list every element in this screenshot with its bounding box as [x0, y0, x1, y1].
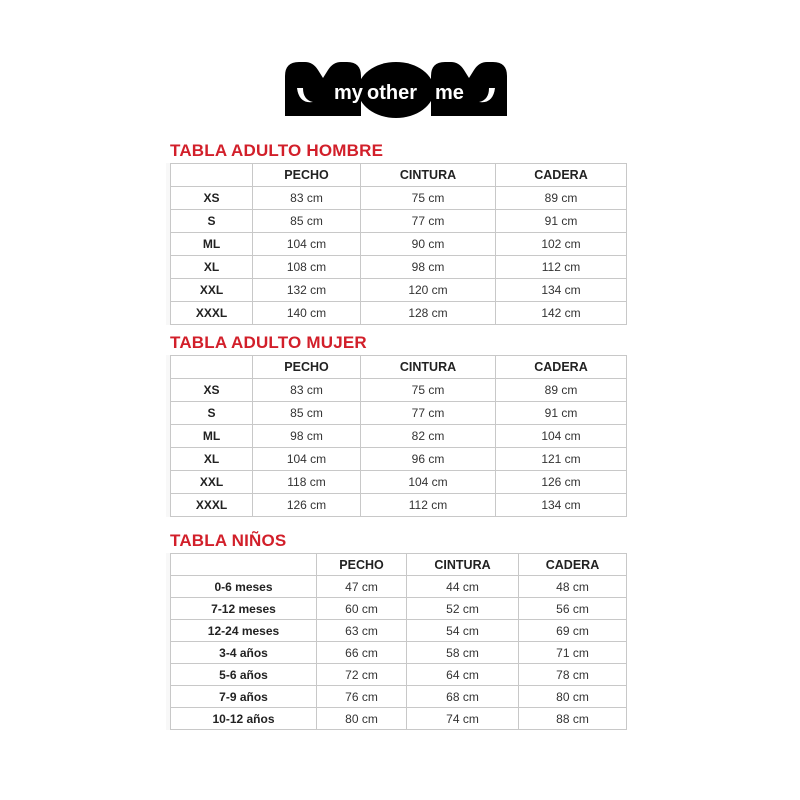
size-table-mujer: [170, 355, 627, 517]
size-cell: 7-9 años: [171, 686, 317, 708]
table-row: [171, 708, 627, 730]
value-cell: 54 cm: [407, 620, 519, 642]
value-cell: 60 cm: [317, 598, 407, 620]
size-cell: XL: [171, 448, 253, 471]
size-cell: 0-6 meses: [171, 576, 317, 598]
size-cell: 3-4 años: [171, 642, 317, 664]
value-cell: 56 cm: [519, 598, 627, 620]
header-cell: CADERA: [496, 356, 627, 379]
table-row: [171, 642, 627, 664]
value-cell: 91 cm: [496, 210, 627, 233]
value-cell: 69 cm: [519, 620, 627, 642]
value-cell: 104 cm: [253, 448, 361, 471]
table-header-row: [171, 164, 627, 187]
header-cell: CADERA: [496, 164, 627, 187]
table-section-hombre: [166, 139, 627, 325]
table-row: [171, 302, 627, 325]
table-row: [171, 620, 627, 642]
table-row: [171, 664, 627, 686]
value-cell: 102 cm: [496, 233, 627, 256]
table-row: [171, 425, 627, 448]
size-cell: 12-24 meses: [171, 620, 317, 642]
value-cell: 118 cm: [253, 471, 361, 494]
value-cell: 85 cm: [253, 210, 361, 233]
size-cell: 7-12 meses: [171, 598, 317, 620]
value-cell: 96 cm: [361, 448, 496, 471]
value-cell: 77 cm: [361, 402, 496, 425]
value-cell: 72 cm: [317, 664, 407, 686]
value-cell: 75 cm: [361, 379, 496, 402]
value-cell: 44 cm: [407, 576, 519, 598]
value-cell: 126 cm: [496, 471, 627, 494]
size-cell: XXXL: [171, 494, 253, 517]
value-cell: 82 cm: [361, 425, 496, 448]
header-cell: CINTURA: [361, 164, 496, 187]
table-row: [171, 379, 627, 402]
value-cell: 78 cm: [519, 664, 627, 686]
table-row: [171, 686, 627, 708]
table-header-row: [171, 554, 627, 576]
value-cell: 126 cm: [253, 494, 361, 517]
table-row: [171, 576, 627, 598]
table-row: [171, 598, 627, 620]
size-cell: XS: [171, 187, 253, 210]
size-cell: XS: [171, 379, 253, 402]
header-cell: [171, 554, 317, 576]
value-cell: 52 cm: [407, 598, 519, 620]
value-cell: 63 cm: [317, 620, 407, 642]
value-cell: 134 cm: [496, 279, 627, 302]
value-cell: 85 cm: [253, 402, 361, 425]
value-cell: 104 cm: [361, 471, 496, 494]
size-cell: S: [171, 210, 253, 233]
header-cell: PECHO: [253, 164, 361, 187]
logo-word-me: me: [435, 82, 464, 104]
brand-logo: [283, 60, 509, 120]
value-cell: 80 cm: [317, 708, 407, 730]
section-title: TABLA ADULTO MUJER: [166, 331, 627, 355]
size-cell: XXL: [171, 471, 253, 494]
value-cell: 48 cm: [519, 576, 627, 598]
size-table-hombre: [170, 163, 627, 325]
header-cell: CINTURA: [407, 554, 519, 576]
table-header-row: [171, 356, 627, 379]
header-cell: [171, 356, 253, 379]
value-cell: 104 cm: [496, 425, 627, 448]
value-cell: 83 cm: [253, 379, 361, 402]
logo-word-my: my: [334, 82, 363, 104]
value-cell: 90 cm: [361, 233, 496, 256]
value-cell: 134 cm: [496, 494, 627, 517]
value-cell: 91 cm: [496, 402, 627, 425]
header-cell: [171, 164, 253, 187]
value-cell: 89 cm: [496, 187, 627, 210]
value-cell: 128 cm: [361, 302, 496, 325]
header-cell: PECHO: [253, 356, 361, 379]
value-cell: 140 cm: [253, 302, 361, 325]
table-row: [171, 279, 627, 302]
table-row: [171, 402, 627, 425]
table-section-ninos: [166, 529, 627, 730]
section-title: TABLA ADULTO HOMBRE: [166, 139, 627, 163]
size-cell: 5-6 años: [171, 664, 317, 686]
table-row: [171, 256, 627, 279]
table-row: [171, 448, 627, 471]
value-cell: 74 cm: [407, 708, 519, 730]
value-cell: 112 cm: [361, 494, 496, 517]
value-cell: 142 cm: [496, 302, 627, 325]
value-cell: 89 cm: [496, 379, 627, 402]
value-cell: 112 cm: [496, 256, 627, 279]
header-cell: PECHO: [317, 554, 407, 576]
value-cell: 120 cm: [361, 279, 496, 302]
table-section-mujer: [166, 331, 627, 517]
size-cell: ML: [171, 425, 253, 448]
value-cell: 77 cm: [361, 210, 496, 233]
mom-logo-graphic: [283, 60, 509, 120]
size-cell: XXXL: [171, 302, 253, 325]
value-cell: 76 cm: [317, 686, 407, 708]
value-cell: 88 cm: [519, 708, 627, 730]
value-cell: 108 cm: [253, 256, 361, 279]
size-cell: XXL: [171, 279, 253, 302]
size-cell: XL: [171, 256, 253, 279]
table-row: [171, 233, 627, 256]
value-cell: 98 cm: [361, 256, 496, 279]
value-cell: 66 cm: [317, 642, 407, 664]
value-cell: 80 cm: [519, 686, 627, 708]
value-cell: 83 cm: [253, 187, 361, 210]
value-cell: 104 cm: [253, 233, 361, 256]
value-cell: 98 cm: [253, 425, 361, 448]
size-table-ninos: [170, 553, 627, 730]
value-cell: 121 cm: [496, 448, 627, 471]
value-cell: 58 cm: [407, 642, 519, 664]
table-row: [171, 187, 627, 210]
size-cell: S: [171, 402, 253, 425]
table-row: [171, 210, 627, 233]
size-cell: 10-12 años: [171, 708, 317, 730]
table-row: [171, 494, 627, 517]
value-cell: 64 cm: [407, 664, 519, 686]
section-title: TABLA NIÑOS: [166, 529, 627, 553]
value-cell: 75 cm: [361, 187, 496, 210]
table-row: [171, 471, 627, 494]
value-cell: 68 cm: [407, 686, 519, 708]
value-cell: 71 cm: [519, 642, 627, 664]
value-cell: 132 cm: [253, 279, 361, 302]
header-cell: CADERA: [519, 554, 627, 576]
size-cell: ML: [171, 233, 253, 256]
logo-word-other: other: [367, 82, 417, 104]
value-cell: 47 cm: [317, 576, 407, 598]
header-cell: CINTURA: [361, 356, 496, 379]
